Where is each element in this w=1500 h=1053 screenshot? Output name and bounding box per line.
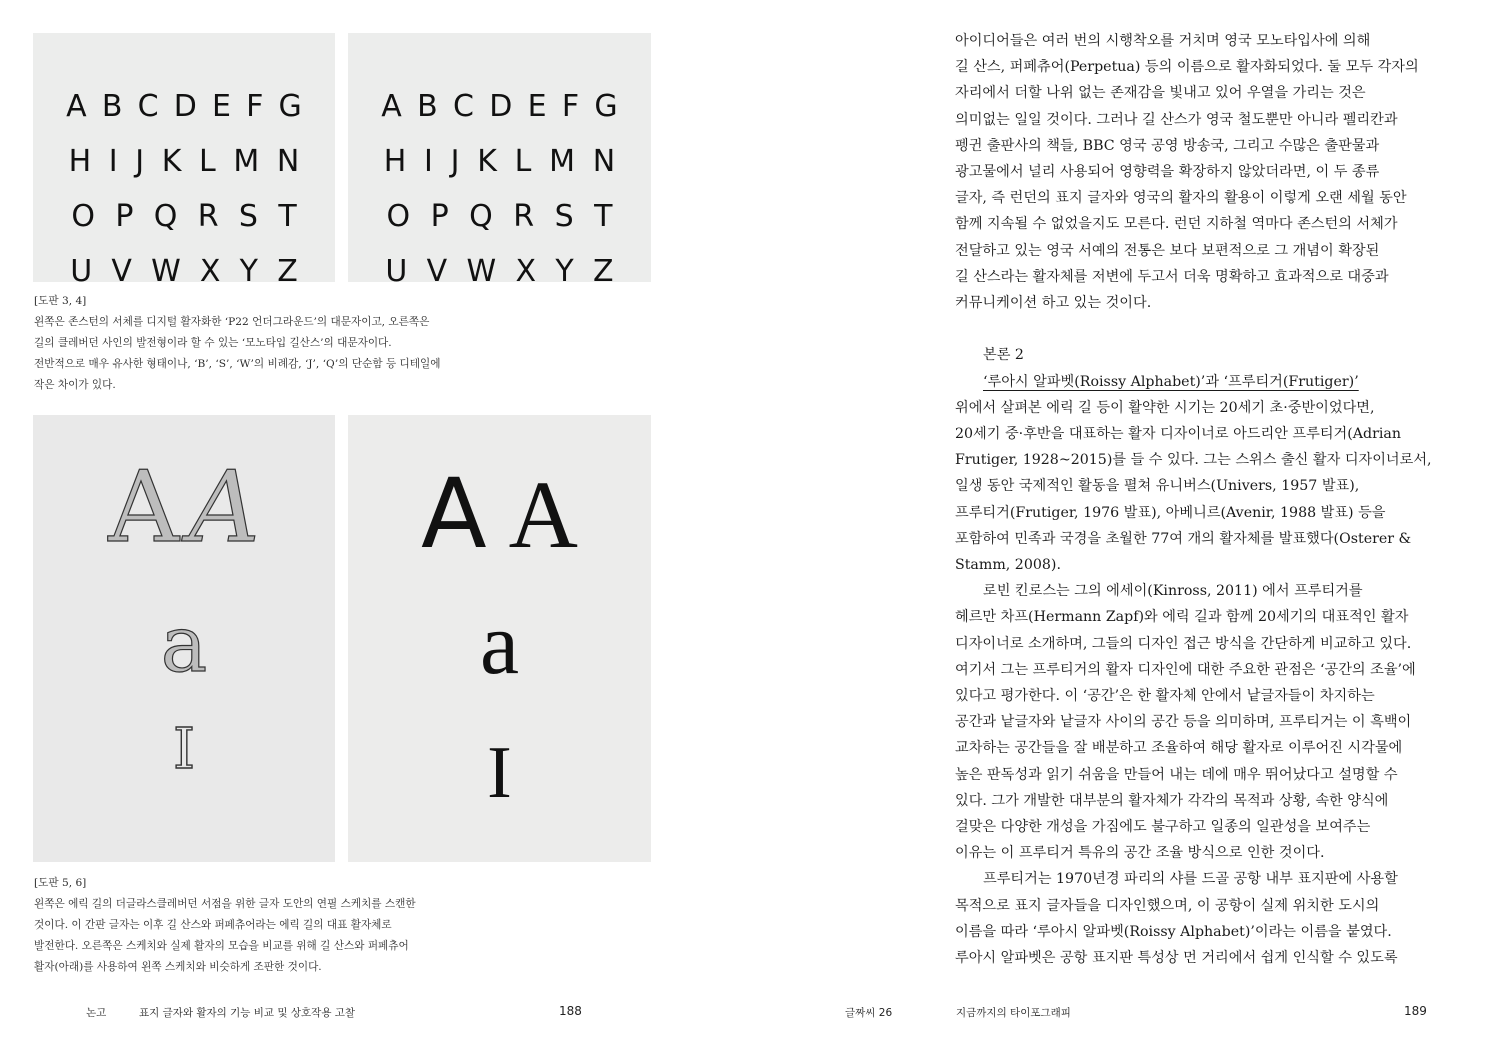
text-line: 의미없는 일일 것이다. 그러나 길 산스가 영국 철도뿐만 아니라 펠리칸과 — [955, 111, 1398, 128]
text-line: 헤르만 차프(Hermann Zapf)와 에릭 길과 함께 20세기의 대표적인 활자 — [955, 609, 1409, 626]
type-capital-a-pair — [348, 459, 651, 570]
caption-line: 활자(아래)를 사용하여 왼쪽 스케치와 비슷하게 조판한 것이다. — [34, 961, 322, 973]
text-line: 있다. 그가 개발한 대부분의 활자체가 각각의 목적과 상황, 속한 양식에 — [955, 792, 1389, 809]
caption-line: 전반적으로 매우 유사한 형태이나, ‘B’, ‘S’, ‘W’의 비례감, ‘J’, ‘Q’의 단순함 등 디테일에 — [34, 358, 441, 370]
alphabet-letter: P — [115, 199, 134, 234]
alphabet-letter: V — [426, 254, 448, 289]
footer-section: 논고 — [86, 1007, 107, 1019]
text-line: 걸맞은 다양한 개성을 가짐에도 불구하고 일종의 일관성을 보여주는 — [955, 819, 1371, 836]
alphabet-letter: R — [197, 199, 219, 234]
type-capital-i — [348, 733, 651, 813]
text-line: 길 산스, 퍼페츄어(Perpetua) 등의 이름으로 활자화되었다. 둘 모두 각자의 — [955, 59, 1419, 76]
alphabet-letter: N — [592, 144, 616, 179]
caption-plates-3-4 — [34, 291, 494, 396]
alphabet-letter: M — [549, 144, 575, 179]
text-line: 길 산스라는 활자체를 저변에 두고서 더욱 명확하고 효과적으로 대중과 — [955, 268, 1389, 285]
alphabet-letter: B — [101, 89, 123, 124]
text-line: 여기서 그는 프루티거의 활자 디자인에 대한 주요한 관점은 ‘공간의 조율’에 — [955, 661, 1416, 678]
sketch-capital-i — [33, 715, 335, 785]
alphabet-letter: Z — [277, 254, 298, 289]
sketch-a-glyph: a — [160, 600, 208, 690]
alphabet-letter: I — [424, 144, 433, 179]
alphabet-letter: W — [151, 254, 181, 289]
paragraph-gap — [955, 316, 1455, 342]
text-line: 디자이너로 소개하며, 그들의 디자인 접근 방식을 간단하게 비교하고 있다. — [955, 635, 1412, 652]
alphabet-letter: Y — [239, 254, 258, 289]
alphabet-letter: O — [386, 199, 411, 234]
text-line: 커뮤니케이션 하고 있는 것이다. — [955, 295, 1152, 312]
text-line: 로빈 킨로스는 그의 에세이(Kinross, 2011) 에서 프루티거를 — [983, 583, 1363, 600]
paragraph-3 — [955, 578, 1455, 866]
footer-right-title: 지금까지의 타이포그래피 — [956, 1007, 1071, 1019]
alphabet-row — [33, 254, 335, 289]
alphabet-letter: F — [561, 89, 580, 124]
alphabet-letter: Y — [555, 254, 574, 289]
sketch-i-glyph: I — [172, 717, 196, 782]
text-line: 있다고 평가한다. 이 ‘공간’은 한 활자체 안에서 낱글자들이 차지하는 — [955, 688, 1375, 705]
caption-line: 것이다. 이 간판 글자는 이후 길 산스와 퍼페츄어라는 에릭 길의 대표 활자체로 — [34, 919, 392, 931]
alphabet-row — [33, 199, 335, 234]
alphabet-letter: A — [66, 89, 87, 124]
alphabet-letter: E — [211, 89, 231, 124]
paragraph-2 — [955, 395, 1455, 578]
caption-line: 작은 차이가 있다. — [34, 379, 116, 391]
text-line: 글자, 즉 런던의 표지 글자와 영국의 활자의 활용이 이렇게 오랜 세월 동안 — [955, 190, 1407, 207]
paragraph-4 — [955, 866, 1455, 971]
text-line: 루아시 알파벳은 공항 표지판 특성상 먼 거리에서 쉽게 인식할 수 있도록 — [955, 950, 1398, 967]
plate-6-typeset — [348, 415, 651, 862]
alphabet-row — [33, 89, 335, 124]
text-line: 프루티거(Frutiger, 1976 발표), 아베니르(Avenir, 1988 발표) 등을 — [955, 504, 1386, 521]
alphabet-letter: Q — [153, 199, 178, 234]
alphabet-letter: W — [466, 254, 497, 289]
text-line: 이름을 따라 ‘루아시 알파벳(Roissy Alphabet)’이라는 이름을 붙였다. — [955, 923, 1392, 940]
caption-label: [도판 5, 6] — [34, 877, 87, 889]
text-line: 자리에서 더할 나위 없는 존재감을 빛내고 있어 우열을 가리는 것은 — [955, 85, 1366, 102]
alphabet-letter: E — [527, 89, 547, 124]
text-line: 전달하고 있는 영국 서예의 전통은 보다 보편적으로 그 개념이 확장된 — [955, 242, 1380, 259]
caption-line: 발전한다. 오른쪽은 스케치와 실제 활자의 모습을 비교를 위해 길 산스와 퍼페츄어 — [34, 940, 409, 952]
alphabet-row — [33, 144, 335, 179]
alphabet-letter: O — [71, 199, 95, 234]
text-line: Stamm, 2008). — [955, 557, 1061, 574]
alphabet-letter: D — [489, 89, 513, 124]
alphabet-letter: A — [381, 89, 402, 124]
type-a-glyph: a — [479, 596, 520, 693]
text-line: 프루티거는 1970년경 파리의 샤를 드골 공항 내부 표지판에 사용할 — [983, 871, 1398, 888]
alphabet-letter: Q — [469, 199, 493, 234]
caption-line: 왼쪽은 에릭 길의 더글라스클레버던 서점을 위한 글자 도안의 연필 스케치를 스캔한 — [34, 898, 416, 910]
type-lowercase-a — [348, 595, 651, 695]
text-line: 목적으로 표지 글자들을 디자인했으며, 이 공항이 실제 위치한 도시의 — [955, 897, 1380, 914]
gill-sans-a: A — [421, 458, 487, 570]
text-line: 함께 지속될 수 없었을지도 모른다. 런던 지하철 역마다 존스턴의 서체가 — [955, 216, 1398, 233]
sketch-lowercase-a — [33, 600, 335, 690]
alphabet-letter: S — [238, 199, 258, 234]
alphabet-letter: M — [233, 144, 260, 179]
section-title-text: ‘루아시 알파벳(Roissy Alphabet)’과 ‘프루티거(Frutiger)’ — [983, 373, 1359, 390]
text-line: 일생 동안 국제적인 활동을 펼쳐 유니버스(Univers, 1957 발표), — [955, 478, 1360, 495]
alphabet-letter: L — [199, 144, 216, 179]
footer-left-title: 표지 글자와 활자의 기능 비교 및 상호작용 고찰 — [139, 1007, 356, 1019]
alphabet-letter: D — [173, 89, 197, 124]
section-title — [955, 369, 1455, 395]
alphabet-letter: G — [278, 89, 302, 124]
caption-line: 왼쪽은 존스턴의 서체를 디지털 활자화한 ‘P22 언더그라운드’의 대문자이고, 오른쪽은 — [34, 316, 430, 328]
text-line: 펭귄 출판사의 책들, BBC 영국 공영 방송국, 그리고 수많은 출판물과 — [955, 137, 1380, 154]
alphabet-letter: U — [385, 254, 408, 289]
alphabet-letter: F — [246, 89, 264, 124]
plate-4-gill-sans — [348, 33, 651, 289]
caption-label: [도판 3, 4] — [34, 295, 87, 307]
paragraph-1 — [955, 28, 1455, 316]
type-i-glyph: I — [487, 732, 512, 814]
page-number-right: 189 — [1404, 1004, 1427, 1018]
alphabet-row — [348, 89, 651, 124]
body-text — [955, 28, 1455, 971]
text-line: 포함하여 민족과 국경을 초월한 77여 개의 활자체를 발표했다(Osterer & — [955, 530, 1412, 547]
text-line: 아이디어들은 여러 번의 시행착오를 거치며 영국 모노타입사에 의해 — [955, 33, 1371, 49]
text-line: 이유는 이 프루티거 특유의 공간 조율 방식으로 인한 것이다. — [955, 845, 1325, 862]
alphabet-letter: Z — [593, 254, 614, 289]
alphabet-letter: H — [68, 144, 92, 179]
page-number-left: 188 — [559, 1004, 582, 1018]
alphabet-letter: H — [383, 144, 407, 179]
section-label: 본론 2 — [983, 347, 1024, 364]
alphabet-letter: U — [70, 254, 93, 289]
alphabet-letter: G — [594, 89, 618, 124]
plate-3-p22-underground — [33, 33, 335, 289]
alphabet-letter: K — [477, 144, 497, 179]
alphabet-letter: P — [430, 199, 449, 234]
text-line: 광고물에서 널리 사용되어 영향력을 확장하지 않았더라면, 이 두 종류 — [955, 164, 1380, 181]
alphabet-row — [348, 144, 651, 179]
alphabet-letter: T — [278, 199, 297, 234]
text-line: 20세기 중·후반을 대표하는 활자 디자이너로 아드리안 프루티거(Adrian — [955, 426, 1402, 443]
text-line: 높은 판독성과 읽기 쉬움을 만들어 내는 데에 매우 뛰어났다고 설명할 수 — [955, 766, 1398, 783]
text-line: 공간과 낱글자와 낱글자 사이의 공간 등을 의미하며, 프루티거는 이 흑백이 — [955, 714, 1412, 731]
alphabet-letter: J — [450, 144, 460, 179]
alphabet-letter: C — [452, 89, 474, 124]
text-line: Frutiger, 1928~2015)를 들 수 있다. 그는 스위스 출신 활자 디자이너로서, — [955, 452, 1432, 469]
alphabet-letter: V — [111, 254, 132, 289]
alphabet-letter: R — [513, 199, 535, 234]
alphabet-letter: C — [137, 89, 159, 124]
alphabet-row — [348, 199, 651, 234]
caption-line: 길의 클레버던 사인의 발전형이라 할 수 있는 ‘모노타입 길산스’의 대문자이다. — [34, 337, 392, 349]
alphabet-letter: I — [108, 144, 118, 179]
alphabet-letter: X — [515, 254, 537, 289]
sketch-capital-a-pair — [33, 453, 335, 563]
alphabet-letter: B — [417, 89, 438, 124]
footer-journal: 글짜씨 26 — [845, 1007, 893, 1019]
text-line: 위에서 살펴본 에릭 길 등이 활약한 시기는 20세기 초·중반이었다면, — [955, 399, 1375, 416]
caption-plates-5-6 — [34, 873, 494, 978]
sketch-sans-a: A — [108, 451, 179, 565]
sketch-serif-a: A — [189, 451, 260, 565]
alphabet-letter: X — [199, 254, 221, 289]
text-line: 교차하는 공간들을 잘 배분하고 조율하여 해당 활자로 이루어진 시각물에 — [955, 740, 1403, 757]
alphabet-letter: J — [135, 144, 145, 179]
alphabet-letter: N — [276, 144, 300, 179]
alphabet-letter: K — [161, 144, 182, 179]
alphabet-row — [348, 254, 651, 289]
alphabet-letter: L — [514, 144, 532, 179]
perpetua-a: A — [508, 461, 578, 568]
alphabet-letter: T — [594, 199, 613, 234]
plate-5-pencil-sketch — [33, 415, 335, 862]
alphabet-letter: S — [554, 199, 574, 234]
